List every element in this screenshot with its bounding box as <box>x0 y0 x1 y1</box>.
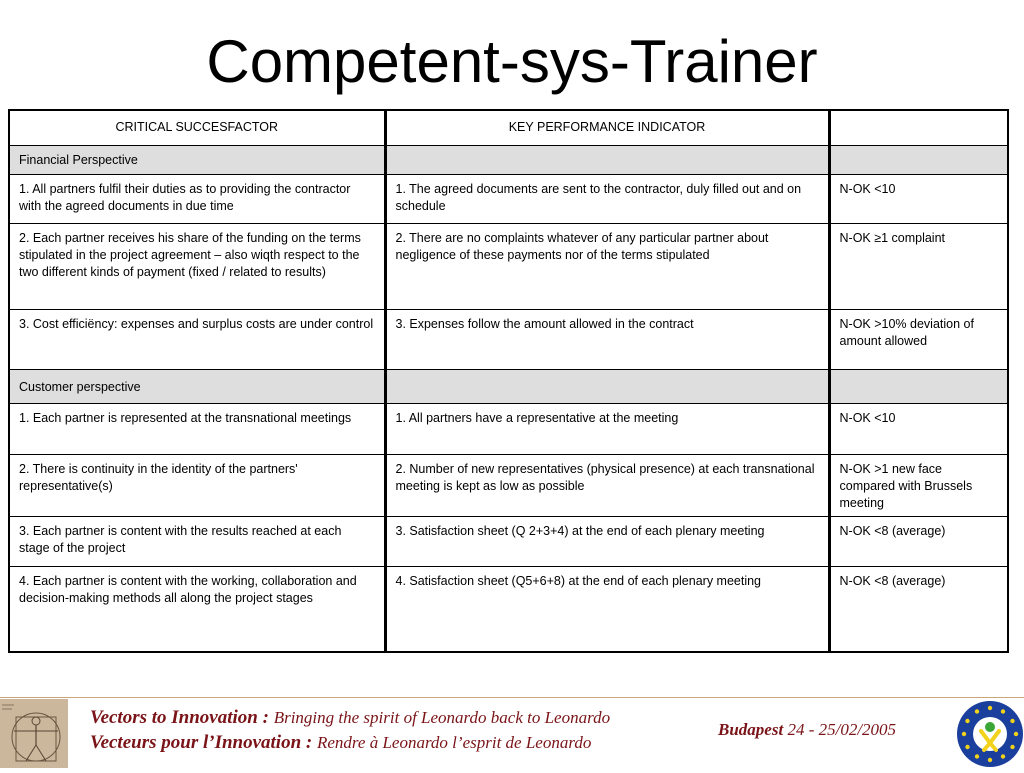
kpi-cell: 2. There are no complaints whatever of any particular partner about negligence of these payments nor of the terms stipulated <box>385 223 829 309</box>
critical-factor-cell: 4. Each partner is content with the working, collaboration and decision-making methods all along the project stages <box>9 566 385 652</box>
critical-factor-cell: 1. Each partner is represented at the transnational meetings <box>9 403 385 454</box>
kpi-table <box>8 109 1009 653</box>
table-row <box>9 174 1008 223</box>
kpi-cell: 3. Satisfaction sheet (Q 2+3+4) at the end of each plenary meeting <box>385 516 829 566</box>
footer-dates: 24 - 25/02/2005 <box>787 720 897 739</box>
slide-title: Competent-sys-Trainer <box>206 28 818 95</box>
kpi-cell: 4. Satisfaction sheet (Q5+6+8) at the end of each plenary meeting <box>385 566 829 652</box>
critical-factor-cell: 3. Each partner is content with the results reached at each stage of the project <box>9 516 385 566</box>
footer-divider <box>0 697 1024 698</box>
norm-cell: N-OK >1 new face compared with Brussels meeting <box>829 454 1008 516</box>
footer-tagline <box>90 705 730 755</box>
kpi-cell: 2. Number of new representatives (physical presence) at each transnational meeting is kept as low as possible <box>385 454 829 516</box>
norm-cell: N-OK <10 <box>829 403 1008 454</box>
norm-cell: N-OK >10% deviation of amount allowed <box>829 309 1008 369</box>
footer-line-english <box>90 705 730 730</box>
section-row-financial <box>9 145 1008 174</box>
footer-place-date <box>718 720 896 740</box>
footer-line-french <box>90 730 730 755</box>
footer-program-name-en: Vectors to Innovation : <box>90 707 269 728</box>
header-blank <box>829 110 1008 145</box>
header-key-performance-indicator: KEY PERFORMANCE INDICATOR <box>385 110 829 145</box>
footer-slogan-en: Bringing the spirit of Leonardo back to Leonardo <box>273 708 611 727</box>
footer-slogan-fr: Rendre à Leonardo l’esprit de Leonardo <box>316 733 592 752</box>
kpi-cell: 1. All partners have a representative at the meeting <box>385 403 829 454</box>
critical-factor-cell: 1. All partners fulfil their duties as to providing the contractor with the agreed documents in due time <box>9 174 385 223</box>
norm-cell: N-OK <8 (average) <box>829 516 1008 566</box>
kpi-cell: 3. Expenses follow the amount allowed in the contract <box>385 309 829 369</box>
critical-factor-cell: 2. There is continuity in the identity of the partners' representative(s) <box>9 454 385 516</box>
table-row <box>9 516 1008 566</box>
norm-cell: N-OK <8 (average) <box>829 566 1008 652</box>
eu-leonardo-logo <box>954 698 1024 768</box>
section-label: Financial Perspective <box>9 145 385 174</box>
footer-place: Budapest <box>718 720 784 739</box>
table-header-row <box>9 110 1008 145</box>
norm-cell: N-OK <10 <box>829 174 1008 223</box>
header-critical-succesfactor: CRITICAL SUCCESFACTOR <box>9 110 385 145</box>
table-row <box>9 403 1008 454</box>
critical-factor-cell: 3. Cost efficiëncy: expenses and surplus costs are under control <box>9 309 385 369</box>
table-row <box>9 454 1008 516</box>
norm-cell: N-OK ≥1 complaint <box>829 223 1008 309</box>
section-empty-cell <box>385 145 829 174</box>
kpi-cell: 1. The agreed documents are sent to the contractor, duly filled out and on schedule <box>385 174 829 223</box>
section-label: Customer perspective <box>9 369 385 403</box>
footer-program-name-fr: Vecteurs pour l’Innovation : <box>90 732 313 753</box>
table-row <box>9 566 1008 652</box>
critical-factor-cell: 2. Each partner receives his share of the funding on the terms stipulated in the project agreement – also wiqth respect to the two different kinds of payment (fixed / related to results) <box>9 223 385 309</box>
leonardo-vitruvian-image <box>0 699 68 768</box>
table-row <box>9 309 1008 369</box>
section-empty-cell <box>829 145 1008 174</box>
section-empty-cell <box>385 369 829 403</box>
table-row <box>9 223 1008 309</box>
section-empty-cell <box>829 369 1008 403</box>
section-row-customer <box>9 369 1008 403</box>
